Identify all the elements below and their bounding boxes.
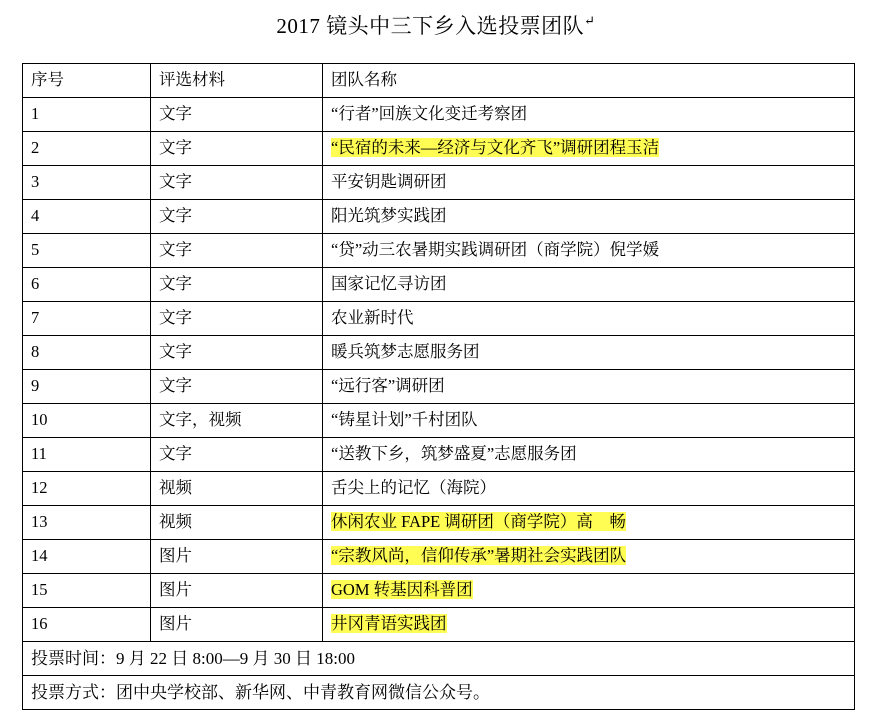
table-row — [23, 472, 855, 506]
footer-row-method — [23, 676, 855, 710]
row-index-cell: 9 — [23, 370, 151, 404]
table-row — [23, 166, 855, 200]
table-row — [23, 506, 855, 540]
row-material-cell: 文字 — [151, 98, 323, 132]
row-index-cell: 2 — [23, 132, 151, 166]
header-cell-material: 评选材料 — [151, 64, 323, 98]
row-material-cell: 文字 — [151, 438, 323, 472]
vote-time-text: 投票时间：9 月 22 日 8:00—9 月 30 日 18:00 — [23, 642, 855, 676]
row-team-cell — [323, 370, 855, 404]
table-row — [23, 404, 855, 438]
team-name-text: GOM 转基因科普团 — [331, 579, 473, 599]
table-row — [23, 302, 855, 336]
row-index-cell: 14 — [23, 540, 151, 574]
row-team-cell — [323, 438, 855, 472]
row-team-cell — [323, 540, 855, 574]
row-index-cell: 13 — [23, 506, 151, 540]
team-name-text: 休闲农业 FAPE 调研团（商学院）高 畅 — [331, 511, 626, 531]
row-index-cell: 8 — [23, 336, 151, 370]
page-title — [0, 0, 872, 45]
row-material-cell: 文字 — [151, 166, 323, 200]
row-team-cell — [323, 200, 855, 234]
row-team-cell — [323, 404, 855, 438]
row-team-cell — [323, 302, 855, 336]
row-material-cell: 文字 — [151, 132, 323, 166]
row-material-cell: 文字 — [151, 302, 323, 336]
vote-method-text: 投票方式：团中央学校部、新华网、中青教育网微信公众号。 — [23, 676, 855, 710]
row-material-cell: 文字 — [151, 200, 323, 234]
header-cell-index: 序号 — [23, 64, 151, 98]
team-name-text: “宗教风尚，信仰传承”暑期社会实践团队 — [331, 545, 627, 565]
team-name-text: “行者”回族文化变迁考察团 — [331, 103, 528, 123]
table-row — [23, 438, 855, 472]
row-material-cell: 文字 — [151, 234, 323, 268]
table-row — [23, 234, 855, 268]
row-material-cell: 图片 — [151, 574, 323, 608]
team-name-text: “远行客”调研团 — [331, 375, 445, 395]
row-index-cell: 6 — [23, 268, 151, 302]
row-material-cell: 文字 — [151, 268, 323, 302]
row-index-cell: 11 — [23, 438, 151, 472]
team-name-text: “贷”动三农暑期实践调研团（商学院）倪学媛 — [331, 239, 660, 259]
table-row — [23, 200, 855, 234]
table-header-row — [23, 64, 855, 98]
team-name-text: “民宿的未来—经济与文化齐飞”调研团程玉洁 — [331, 137, 660, 157]
row-team-cell — [323, 336, 855, 370]
row-team-cell — [323, 506, 855, 540]
row-index-cell: 15 — [23, 574, 151, 608]
row-index-cell: 7 — [23, 302, 151, 336]
row-index-cell: 4 — [23, 200, 151, 234]
row-team-cell — [323, 268, 855, 302]
row-team-cell — [323, 574, 855, 608]
row-index-cell: 10 — [23, 404, 151, 438]
row-team-cell — [323, 608, 855, 642]
row-material-cell: 文字 — [151, 370, 323, 404]
vote-table — [22, 63, 855, 710]
row-material-cell: 图片 — [151, 540, 323, 574]
row-material-cell: 图片 — [151, 608, 323, 642]
team-name-text: 国家记忆寻访团 — [331, 273, 447, 293]
header-cell-team: 团队名称 — [323, 64, 855, 98]
table-row — [23, 540, 855, 574]
row-index-cell: 3 — [23, 166, 151, 200]
footer-row-time — [23, 642, 855, 676]
table-row — [23, 574, 855, 608]
row-index-cell: 12 — [23, 472, 151, 506]
table-row — [23, 608, 855, 642]
row-team-cell — [323, 166, 855, 200]
row-index-cell: 5 — [23, 234, 151, 268]
row-index-cell: 16 — [23, 608, 151, 642]
vote-table-container — [22, 63, 854, 710]
table-row — [23, 132, 855, 166]
row-team-cell — [323, 234, 855, 268]
team-name-text: 农业新时代 — [331, 307, 414, 327]
row-material-cell: 视频 — [151, 506, 323, 540]
page-title-text: 2017 镜头中三下乡入选投票团队 — [276, 14, 585, 38]
team-name-text: 井冈青语实践团 — [331, 613, 447, 633]
table-row — [23, 370, 855, 404]
team-name-text: “铸星计划”千村团队 — [331, 409, 478, 429]
row-team-cell — [323, 132, 855, 166]
team-name-text: “送教下乡，筑梦盛夏”志愿服务团 — [331, 443, 577, 463]
row-index-cell: 1 — [23, 98, 151, 132]
team-name-text: 平安钥匙调研团 — [331, 171, 447, 191]
table-footer — [23, 642, 855, 710]
team-name-text: 暖兵筑梦志愿服务团 — [331, 341, 480, 361]
row-material-cell: 文字，视频 — [151, 404, 323, 438]
row-team-cell — [323, 98, 855, 132]
table-row — [23, 336, 855, 370]
table-row — [23, 268, 855, 302]
table-row — [23, 98, 855, 132]
row-material-cell: 视频 — [151, 472, 323, 506]
row-material-cell: 文字 — [151, 336, 323, 370]
paragraph-mark: ↵ — [584, 13, 596, 28]
team-name-text: 阳光筑梦实践团 — [331, 205, 447, 225]
row-team-cell — [323, 472, 855, 506]
team-name-text: 舌尖上的记忆（海院） — [331, 477, 496, 497]
